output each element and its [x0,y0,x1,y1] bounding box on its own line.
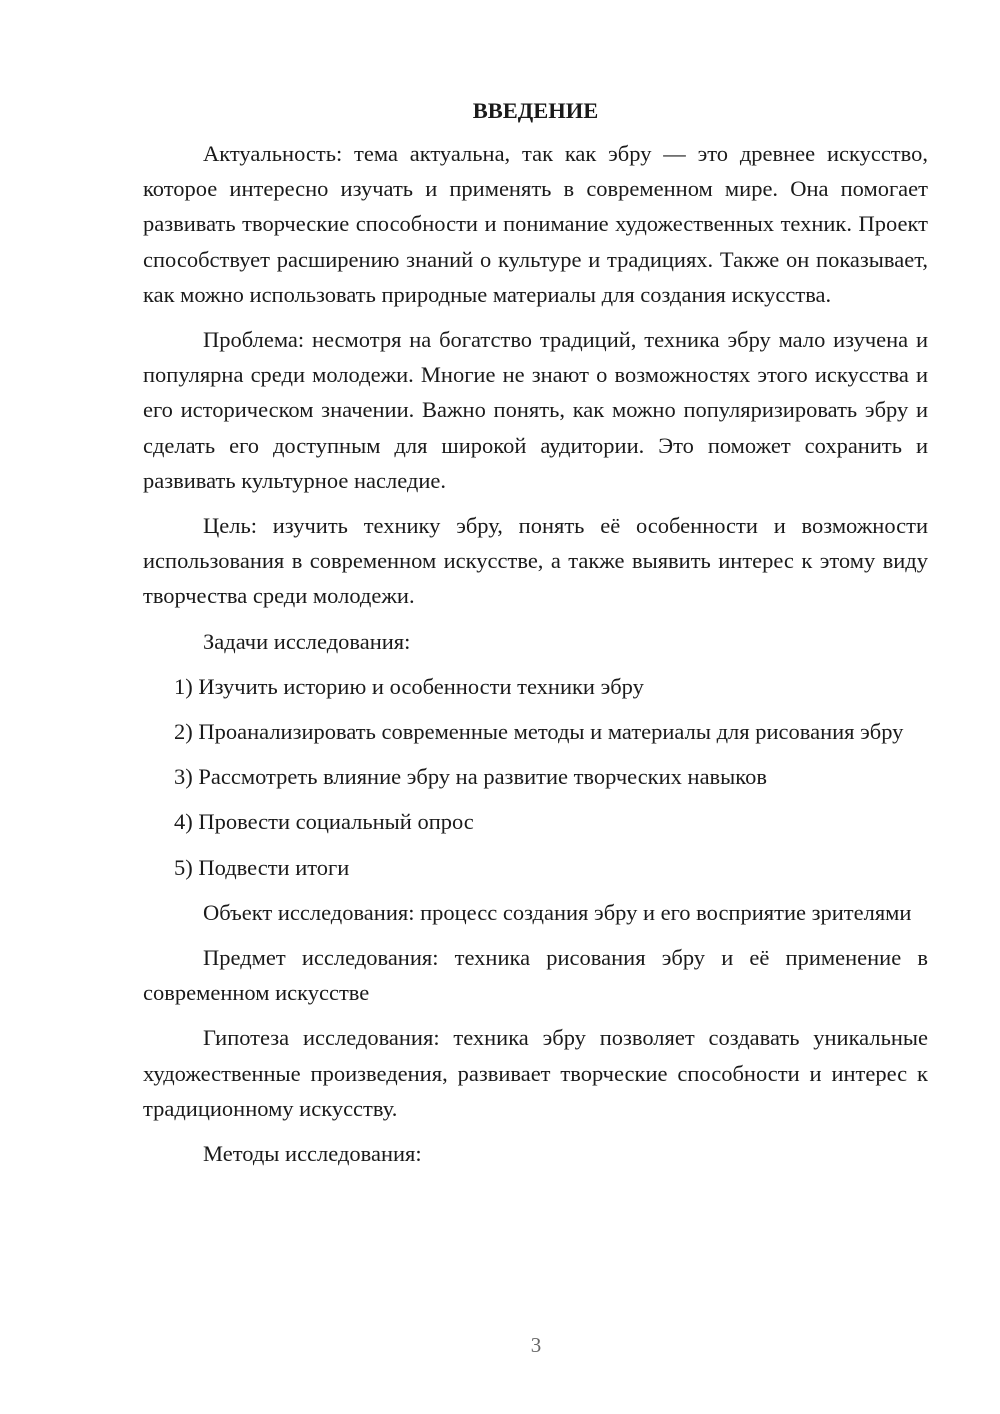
paragraph-goal: Цель: изучить технику эбру, понять её особенности и возможности использования в современном искусстве, а также выявить интерес к этому виду творчества среди молодежи. [143,513,928,609]
page-content [143,96,928,1181]
task-item-2: 2) Проанализировать современные методы и материалы для рисования эбру [174,719,904,745]
task-item-5: 5) Подвести итоги [174,854,350,880]
paragraph-subject: Предмет исследования: техника рисования эбру и её применение в современном искусстве [143,945,928,1006]
methods-title: Методы исследования: [203,1141,422,1167]
task-item-3: 3) Рассмотреть влияние эбру на развитие творческих навыков [174,764,767,790]
paragraph-problem: Проблема: несмотря на богатство традиций, техника эбру мало изучена и популярна среди молодежи. Многие не знают о возможностях этого искусства и его историческом значении. Важно понять, как можно популяризировать эбру и сделать его доступным для широкой аудитории. Это поможет сохранить и развивать культурное наследие. [143,327,928,493]
task-item-1: 1) Изучить историю и особенности техники эбру [174,673,644,699]
paragraph-relevance: Актуальность: тема актуальна, так как эбру — это древнее искусство, которое интересно изучать и применять в современном мире. Она помогает развивать творческие способности и понимание художественных техник. Проект способствует расширению знаний о культуре и традициях. Также он показывает, как можно использовать природные материалы для создания искусства. [143,141,928,307]
tasks-title: Задачи исследования: [203,628,411,654]
section-heading: ВВЕДЕНИЕ [472,98,599,123]
page-number: 3 [530,1333,542,1357]
paragraph-hypothesis: Гипотеза исследования: техника эбру позволяет создавать уникальные художественные произведения, развивает творческие способности и интерес к традиционному искусству. [143,1025,928,1121]
task-item-4: 4) Провести социальный опрос [174,809,474,835]
paragraph-object: Объект исследования: процесс создания эбру и его восприятие зрителями [203,899,912,925]
